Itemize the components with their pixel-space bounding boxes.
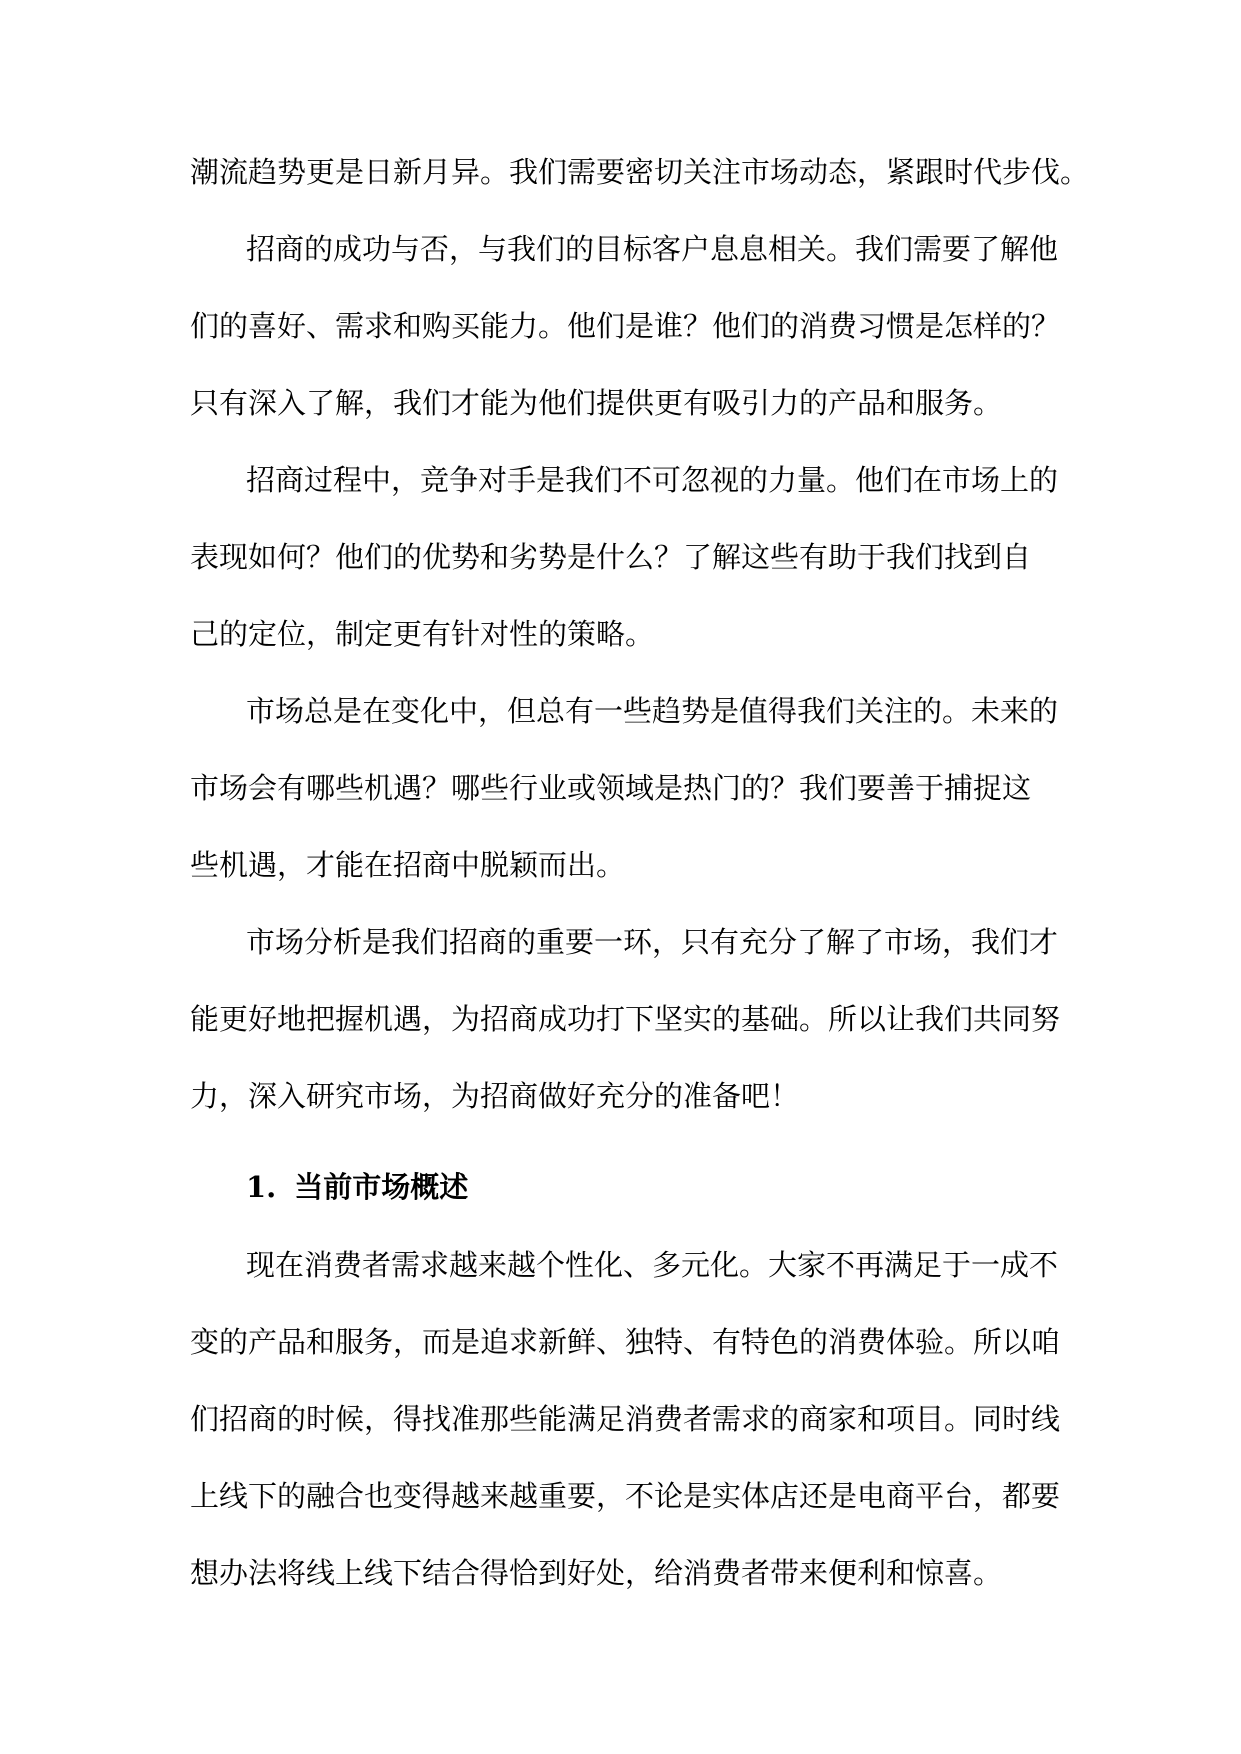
body-text-line: 市场总是在变化中，但总有一些趋势是值得我们关注的。未来的 bbox=[246, 694, 1059, 728]
body-text-line: 们的喜好、需求和购买能力。他们是谁？他们的消费习惯是怎样的？ bbox=[190, 309, 1061, 343]
body-text-line: 些机遇，才能在招商中脱颖而出。 bbox=[190, 848, 626, 882]
body-text-line: 表现如何？他们的优势和劣势是什么？了解这些有助于我们找到自 bbox=[190, 540, 1032, 574]
body-text-line: 招商的成功与否，与我们的目标客户息息相关。我们需要了解他 bbox=[246, 232, 1059, 266]
body-text-line: 现在消费者需求越来越个性化、多元化。大家不再满足于一成不 bbox=[246, 1248, 1059, 1282]
body-text-line: 能更好地把握机遇，为招商成功打下坚实的基础。所以让我们共同努 bbox=[190, 1002, 1061, 1036]
section-heading bbox=[246, 1167, 468, 1207]
body-text-line: 潮流趋势更是日新月异。我们需要密切关注市场动态，紧跟时代步伐。 bbox=[190, 155, 1090, 189]
body-text-line: 上线下的融合也变得越来越重要，不论是实体店还是电商平台，都要 bbox=[190, 1479, 1061, 1513]
body-text-line: 己的定位，制定更有针对性的策略。 bbox=[190, 617, 655, 651]
body-text-line: 招商过程中，竞争对手是我们不可忽视的力量。他们在市场上的 bbox=[246, 463, 1059, 497]
body-text-line: 们招商的时候，得找准那些能满足消费者需求的商家和项目。同时线 bbox=[190, 1402, 1061, 1436]
body-text-line: 变的产品和服务，而是追求新鲜、独特、有特色的消费体验。所以咱 bbox=[190, 1325, 1061, 1359]
body-text-line: 市场分析是我们招商的重要一环，只有充分了解了市场，我们才 bbox=[246, 925, 1059, 959]
section-number: 1. bbox=[246, 1170, 277, 1204]
section-title: 当前市场概述 bbox=[294, 1170, 469, 1204]
body-text-line: 市场会有哪些机遇？哪些行业或领域是热门的？我们要善于捕捉这 bbox=[190, 771, 1032, 805]
body-text-line: 只有深入了解，我们才能为他们提供更有吸引力的产品和服务。 bbox=[190, 386, 1003, 420]
body-text-line: 想办法将线上线下结合得恰到好处，给消费者带来便利和惊喜。 bbox=[190, 1556, 1003, 1590]
body-text-line: 力，深入研究市场，为招商做好充分的准备吧！ bbox=[190, 1079, 800, 1113]
